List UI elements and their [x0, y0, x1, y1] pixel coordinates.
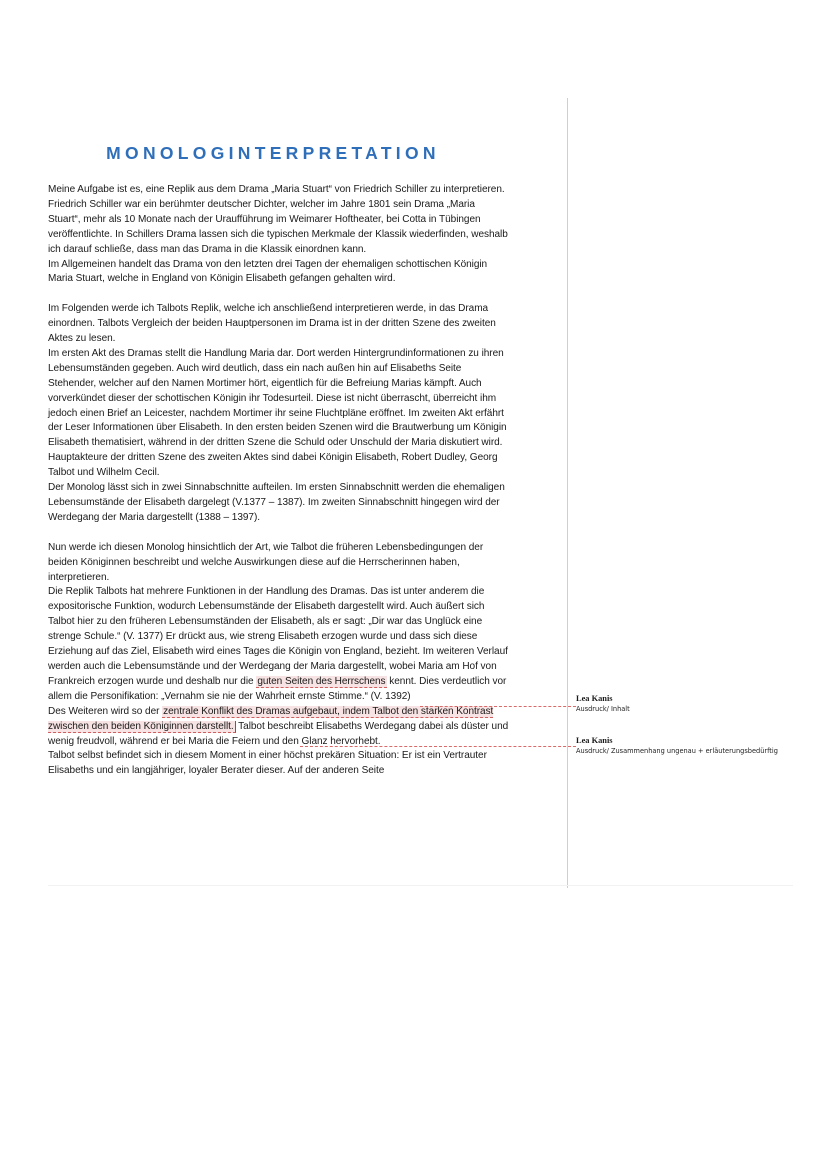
- paragraph-talbot: Talbot selbst befindet sich in diesem Moment in einer höchst prekären Situation: Er ist ein Vertrauter Elisabeths und ein langjähriger, loyaler Berater dieser. Auf der anderen Seite: [48, 750, 487, 777]
- page-title: MONOLOGINTERPRETATION: [106, 143, 440, 163]
- comment-author: Lea Kanis: [576, 694, 613, 703]
- comment-text: Ausdruck/ Zusammenhang ungenau + erläuterungsbedürftig: [576, 747, 778, 755]
- comment-connector-2: [300, 746, 576, 747]
- paragraph-function: Die Replik Talbots hat mehrere Funktionen in der Handlung des Dramas. Das ist unter anderem die expositorische Funktion, wodurch Lebensumstände der Elisabeth dargestellt wird. Auch äußert sich Talbot hier zu den früheren Lebensumständen der Elisabeth, als er sagt: „Dir war das Unglück eine strenge Schule.“ (V. 1377) Er drückt aus, wie streng Elisabeth erzogen wurde und dass sich diese Erziehung auf das Ziel, Elisabeth wird eines Tages die Königin von England, bezieht. Im weiteren Verlauf werden auch die Lebensumstände und der Werdegang der Maria dargestellt, wobei Maria am Hof von Frankreich erzogen wurde und deshalb nur die guten Seiten des Herrschens kennt. Dies verdeutlich vor allem die Personifikation: „Vernahm sie nie der Wahrheit ernste Stimme.“ (V. 1392): [48, 586, 508, 702]
- paragraph-conflict: Des Weiteren wird so der zentrale Konflikt des Dramas aufgebaut, indem Talbot den starken Kontrast zwischen den beiden Königinnen darstellt. Talbot beschreibt Elisabeths Werdegang dabei als düster und wenig freudvoll, während er bei Maria die Feiern und den Glanz hervorhebt.: [48, 705, 509, 747]
- comment-text: Ausdruck/ Inhalt: [576, 705, 630, 713]
- paragraph-intro: Meine Aufgabe ist es, eine Replik aus dem Drama „Maria Stuart“ von Friedrich Schiller zu interpretieren. Friedrich Schiller war ein berühmter deutscher Dichter, welcher im Jahre 1801 sein Drama „Maria Stuart“, mehr als 10 Monate nach der Uraufführung im Weimarer Hoftheater, bei Cotta in Tübingen veröffentlichte. In Schillers Drama lassen sich die typischen Merkmale der Klassik wiederfinden, weshalb ich darauf schließe, dass man das Drama in die Klassik einordnen kann.: [48, 184, 508, 255]
- paragraph-summary: Im Allgemeinen handelt das Drama von den letzten drei Tagen der ehemaligen schottischen Königin Maria Stuart, welche in England von Königin Elisabeth gefangen gehalten wird.: [48, 258, 488, 285]
- paragraph-thesis: Nun werde ich diesen Monolog hinsichtlich der Art, wie Talbot die früheren Lebensbedingungen der beiden Königinnen beschreibt und welche Auswirkungen diese auf die Herrscherinnen haben, interpretieren.: [48, 541, 484, 583]
- document-body: [48, 183, 510, 779]
- comment-1[interactable]: [576, 694, 630, 714]
- paragraph-structure: Der Monolog lässt sich in zwei Sinnabschnitte aufteilen. Im ersten Sinnabschnitt werden die ehemaligen Lebensumstände der Elisabeth dargelegt (V.1377 – 1387). Im zweiten Sinnabschnitt hingegen wird der Werdegang der Maria dargestellt (1388 – 1397).: [48, 482, 505, 523]
- highlight-comment-2[interactable]: zentrale Konflikt des Dramas aufgebaut, indem Talbot den starken Kontrast zwischen den beiden Königinnen darstellt.: [48, 705, 494, 732]
- comment-connector-1: [420, 706, 576, 707]
- page-bottom-divider: [48, 885, 793, 886]
- highlight-comment-1[interactable]: guten Seiten des Herrschens: [257, 675, 386, 687]
- comment-2[interactable]: [576, 736, 778, 756]
- paragraph-context: Im ersten Akt des Dramas stellt die Handlung Maria dar. Dort werden Hintergrundinformationen zu ihren Lebensumständen gegeben. Auch wird deutlich, dass ein nach außen hin auf Elisabeths Seite Stehender, welcher auf den Namen Mortimer hört, eigentlich für die Befreiung Marias kämpft. Auch vorverkündet dieser der schottischen Königin ihr Todesurteil. Diese ist nicht überrascht, überreicht ihm jedoch einen Brief an Leicester, nachdem Mortimer ihr seine Fluchtpläne eröffnet. Im zweiten Akt erfährt der Leser Informationen über Elisabeth. In den ersten beiden Szenen wird die Brautwerbung um Königin Elisabeth thematisiert, während in der dritten Szene die Schuld oder Unschuld der Maria diskutiert wird. Hauptakteure der dritten Szene des zweiten Aktes sind dabei Königin Elisabeth, Robert Dudley, Georg Talbot und Wilhelm Cecil.: [48, 347, 507, 479]
- paragraph-classification: Im Folgenden werde ich Talbots Replik, welche ich anschließend interpretieren werde, in das Drama einordnen. Talbots Vergleich der beiden Hauptpersonen im Drama ist in der dritten Szene des zweiten Aktes zu lesen.: [48, 303, 496, 345]
- comment-margin-divider: [567, 98, 568, 888]
- comment-author: Lea Kanis: [576, 736, 613, 745]
